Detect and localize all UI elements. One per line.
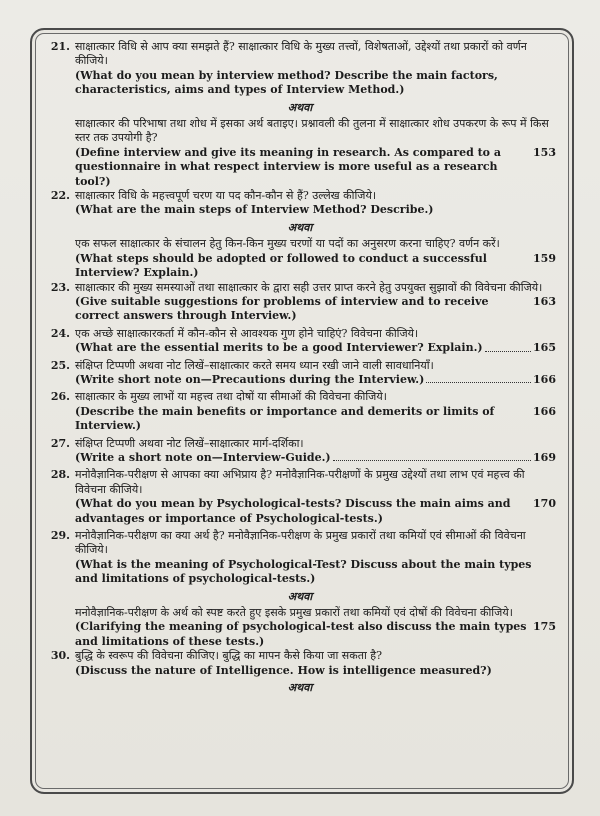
page-number: 153 (533, 145, 556, 159)
question-hindi: साक्षात्कार के मुख्य लाभों या महत्त्व तथा दोषों या सीमाओं की विवेचना कीजिये। (75, 390, 387, 404)
question-number: 22. (50, 189, 70, 203)
or-separator: अथवा (287, 220, 313, 234)
dot-leader (485, 341, 531, 351)
question-29 (44, 529, 556, 587)
question-28 (44, 468, 556, 526)
question-english: (Give suitable suggestions for problems of interview and to receive correct answers through Interview.) (75, 294, 489, 323)
question-25 (44, 359, 556, 388)
question-23 (44, 281, 556, 324)
alternative-hindi: साक्षात्कार की परिभाषा तथा शोध में इसका अर्थ बताइए। प्रश्नावली की तुलना में साक्षात्कार शोध उपकरण के रूप में किस स्तर तक उपयोगी है? (75, 117, 549, 145)
question-english: (Write short note on—Precautions during the Interview.) (75, 372, 425, 386)
question-27 (44, 437, 556, 466)
question-21-alternative (75, 117, 556, 189)
question-24 (44, 327, 556, 356)
alternative-english: (Clarifying the meaning of psychological-test also discuss the main types and limitations of these tests.) (75, 620, 527, 648)
page-number: 159 (533, 251, 556, 265)
alternative-hindi: मनोवैज्ञानिक-परीक्षण के अर्थ को स्पष्ट करते हुए इसके प्रमुख प्रकारों तथा कमियों एवं दोषों की विवेचना कीजिये। (75, 606, 513, 620)
question-hindi: साक्षात्कार विधि के महत्त्वपूर्ण चरण या पद कौन-कौन से हैं? उल्लेख कीजिये। (75, 189, 377, 203)
page-number: 175 (533, 620, 556, 634)
question-hindi: साक्षात्कार की मुख्य समस्याओं तथा साक्षात्कार के द्वारा सही उत्तर प्राप्त करने हेतु उपयुक्त सुझावों की विवेचना कीजिये। (75, 280, 543, 294)
alternative-english: (Define interview and give its meaning in research. As compared to a questionnaire in what respect interview is more useful as a research tool?) (75, 145, 501, 188)
question-english: (Write a short note on—Interview-Guide.) (75, 450, 331, 464)
dot-leader (426, 373, 531, 383)
question-english: (What is the meaning of Psychological-Test? Discuss about the main types and limitations of psychological-tests.) (75, 557, 532, 586)
question-number: 23. (50, 280, 70, 294)
question-number: 28. (50, 468, 70, 482)
question-number: 24. (50, 326, 70, 340)
alternative-english: (What steps should be adopted or followed to conduct a successful Interview? Explain.) (75, 251, 487, 280)
page-number: 166 (533, 372, 556, 386)
question-22 (44, 189, 556, 218)
question-30 (44, 649, 556, 678)
question-hindi: मनोवैज्ञानिक-परीक्षण से आपका क्या अभिप्राय है? मनोवैज्ञानिक-परीक्षणों के प्रमुख उद्देश्यों तथा लाभ एवं महत्त्व की विवेचना कीजिये। (75, 468, 525, 496)
page-number: 170 (533, 497, 556, 511)
question-list (44, 40, 556, 697)
question-29-alternative (75, 606, 556, 649)
question-english: (What do you mean by Psychological-tests? Discuss the main aims and advantages or importance of Psychological-tests.) (75, 497, 511, 525)
page-number: 165 (533, 341, 556, 355)
alternative-hindi: एक सफल साक्षात्कार के संचालन हेतु किन-किन मुख्य चरणों या पदों का अनुसरण करना चाहिए? वर्णन करें। (75, 237, 500, 251)
or-separator: अथवा (287, 589, 313, 603)
question-english: (What are the main steps of Interview Method? Describe.) (75, 203, 434, 217)
question-26 (44, 390, 556, 433)
question-number: 27. (50, 436, 70, 450)
question-number: 21. (50, 40, 70, 53)
page-number: 166 (533, 404, 556, 418)
question-22-alternative (75, 237, 556, 280)
question-number: 30. (50, 649, 70, 663)
question-english: (Discuss the nature of Intelligence. How is intelligence measured?) (75, 663, 492, 677)
question-hindi: मनोवैज्ञानिक-परीक्षण का क्या अर्थ है? मनोवैज्ञानिक-परीक्षण के प्रमुख प्रकारों तथा कमियों एवं सीमाओं की विवेचना कीजिये। (75, 529, 526, 557)
question-hindi: संक्षिप्त टिप्पणी अथवा नोट लिखें–साक्षात्कार करते समय ध्यान रखी जाने वाली सावधानियाँ। (75, 358, 434, 372)
or-separator: अथवा (287, 681, 313, 695)
question-english: (Describe the main benefits or importance and demerits or limits of Interview.) (75, 404, 495, 433)
question-hindi: बुद्धि के स्वरूप की विवेचना कीजिए। बुद्धि का मापन कैसे किया जा सकता है? (75, 649, 383, 663)
question-number: 25. (50, 358, 70, 372)
question-english: (What do you mean by interview method? Describe the main factors, characteristics, aims and types of Interview Method.) (75, 68, 498, 97)
question-number: 29. (50, 529, 70, 542)
question-21 (44, 40, 556, 98)
dot-leader (333, 451, 531, 461)
question-number: 26. (50, 390, 70, 404)
page-number: 163 (533, 294, 556, 308)
question-english: (What are the essential merits to be a good Interviewer? Explain.) (75, 341, 483, 355)
question-hindi: एक अच्छे साक्षात्कारकर्ता में कौन-कौन से आवश्यक गुण होने चाहिएं? विवेचना कीजिये। (75, 326, 419, 340)
question-hindi: संक्षिप्त टिप्पणी अथवा नोट लिखें–साक्षात्कार मार्ग-दर्शिका। (75, 436, 304, 450)
or-separator: अथवा (287, 100, 313, 114)
question-hindi: साक्षात्कार विधि से आप क्या समझते हैं? साक्षात्कार विधि के मुख्य तत्त्वों, विशेषताओं, उद्देश्यों तथा प्रकारों को वर्णन कीजिये। (75, 40, 527, 68)
page-number: 169 (533, 450, 556, 464)
